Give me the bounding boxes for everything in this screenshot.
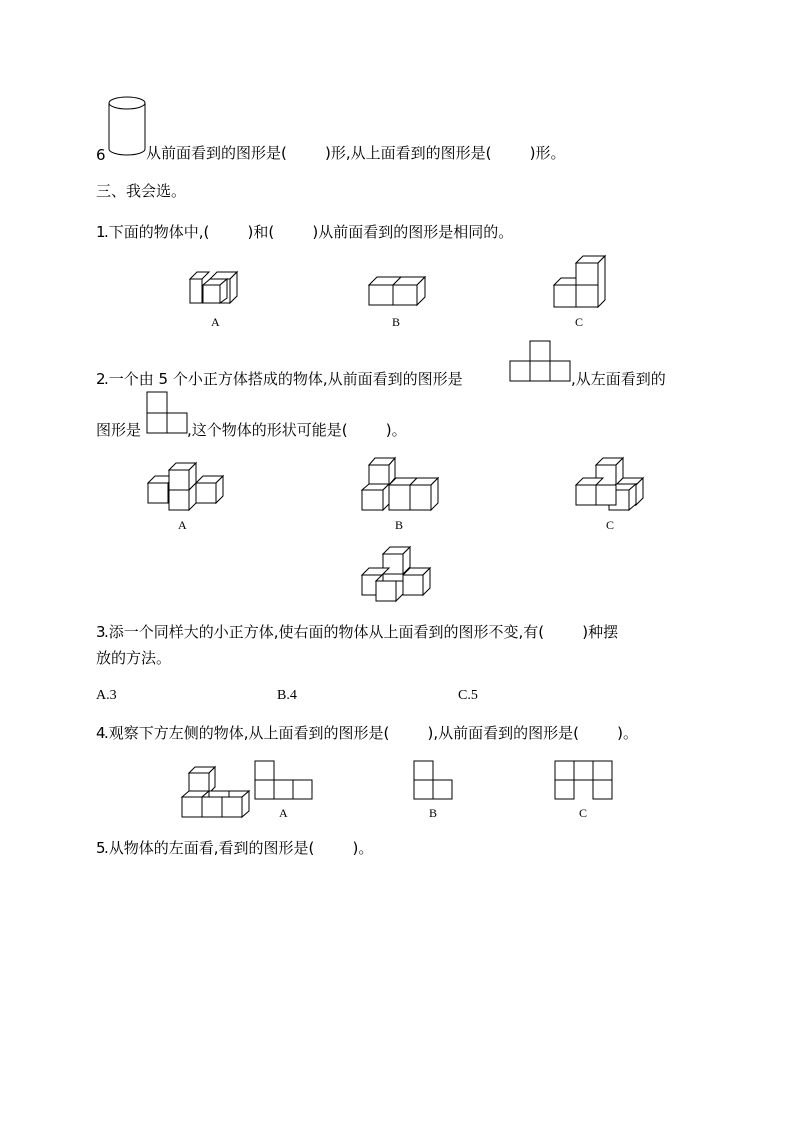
question-1-number: 1 <box>96 223 106 241</box>
question-5-number: 5 <box>96 839 106 857</box>
q2-label-b: B <box>395 518 404 532</box>
q2-figure-b <box>362 456 442 512</box>
q1-label-c: C <box>575 315 584 329</box>
q3-option-a: A.3 <box>96 688 117 703</box>
q3-option-c: C.5 <box>458 688 478 703</box>
question-2-number: 2 <box>96 370 106 388</box>
question-3-text-a: .添一个同样大的小正方体,使右面的物体从上面看到的图形不变,有( )种摆 <box>104 623 619 641</box>
q4-option-b-figure <box>414 761 456 803</box>
q1-figure-c <box>554 258 614 308</box>
cylinder-figure <box>108 94 148 158</box>
question-3-number: 3 <box>96 623 106 641</box>
front-view-figure <box>510 341 574 383</box>
q2-label-a: A <box>178 518 187 532</box>
q4-option-a-figure <box>255 761 315 801</box>
q4-option-c-figure <box>555 761 615 803</box>
q2-figure-c <box>576 456 652 512</box>
section-heading: 三、我会选。 <box>96 182 187 200</box>
question-1-text: .下面的物体中,( )和( )从前面看到的图形是相同的。 <box>104 223 514 241</box>
question-2-text-d: ,这个物体的形状可能是( )。 <box>187 421 407 439</box>
question-2-text-a: .一个由 5 个小正方体搭成的物体,从前面看到的图形是 <box>104 370 463 388</box>
question-6-text: 从前面看到的图形是( )形,从上面看到的图形是( )形。 <box>146 144 566 162</box>
question-2-text-b: ,从左面看到的 <box>571 370 666 388</box>
q4-label-b: B <box>429 806 438 820</box>
q2-label-c: C <box>606 518 615 532</box>
q2-figure-a <box>148 462 228 514</box>
q4-label-a: A <box>279 806 288 820</box>
question-5-text: .从物体的左面看,看到的图形是( )。 <box>104 839 374 857</box>
q4-label-c: C <box>579 806 588 820</box>
q1-label-b: B <box>392 315 401 329</box>
question-4-text: .观察下方左侧的物体,从上面看到的图形是( ),从前面看到的图形是( )。 <box>104 724 639 742</box>
q1-label-a: A <box>211 315 220 329</box>
question-3-text-b: 放的方法。 <box>96 649 172 667</box>
question-4-number: 4 <box>96 724 106 742</box>
q3-option-b: B.4 <box>277 688 297 703</box>
question-6-number: 6 <box>96 146 106 164</box>
q1-figure-b <box>369 268 429 308</box>
q4-object-figure <box>182 765 256 821</box>
left-view-figure <box>147 392 191 436</box>
question-2-text-c: 图形是 <box>96 421 142 439</box>
q2-figure-d <box>362 544 438 604</box>
q1-figure-a <box>190 268 250 308</box>
